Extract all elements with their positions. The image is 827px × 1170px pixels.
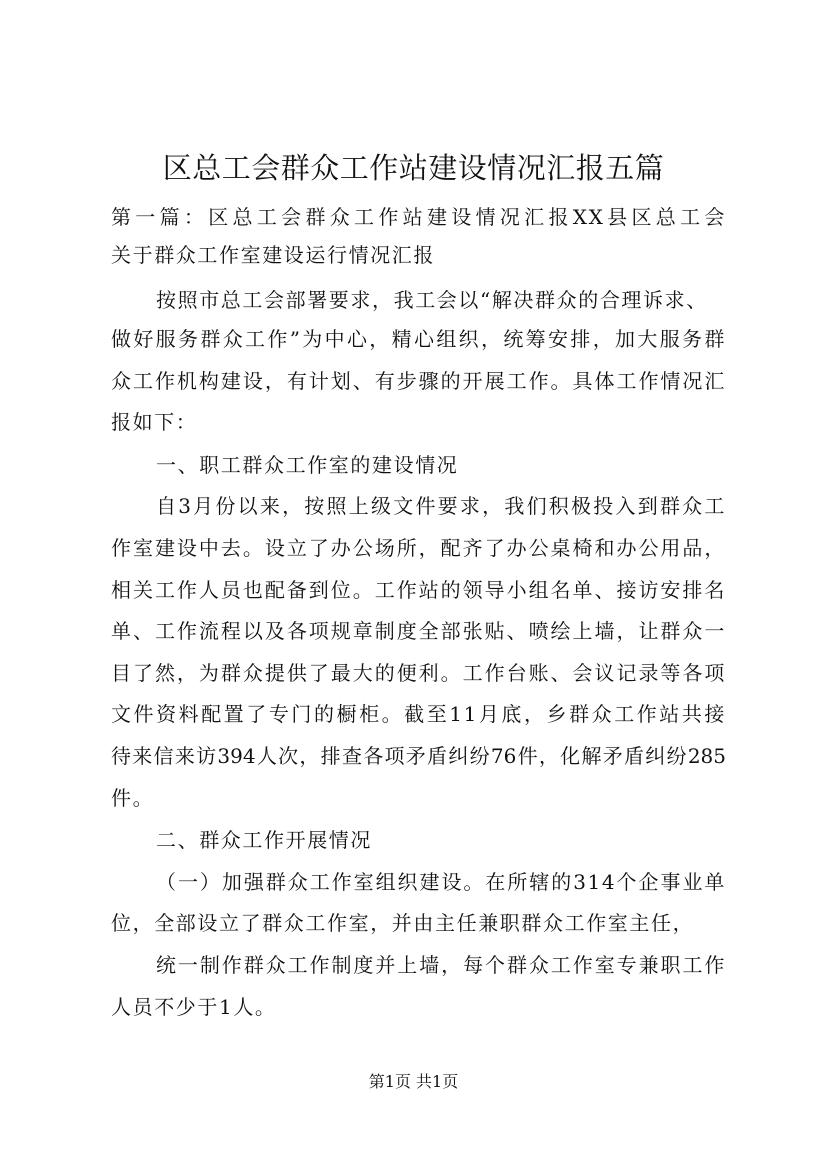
section-heading: 二、群众工作开展情况 bbox=[156, 828, 372, 852]
paragraph-line: 第一篇：区总工会群众工作站建设情况汇报XX县区总工会 bbox=[111, 205, 726, 229]
paragraph-line: 位，全部设立了群众工作室，并由主任兼职群众工作室主任， bbox=[111, 911, 695, 935]
paragraph-line: 做好服务群众工作”为中心，精心组织，统筹安排，加大服务群 bbox=[111, 327, 726, 351]
section-heading: 一、职工群众工作室的建设情况 bbox=[156, 453, 459, 477]
paragraph-line: （一）加强群众工作室组织建设。在所辖的314个企事业单 bbox=[156, 870, 726, 894]
paragraph-line: 报如下： bbox=[111, 410, 198, 434]
paragraph-line: 相关工作人员也配备到位。工作站的领导小组名单、接访安排名 bbox=[111, 578, 726, 602]
paragraph-line: 关于群众工作室建设运行情况汇报 bbox=[111, 243, 435, 267]
document-title: 区总工会群众工作站建设情况汇报五篇 bbox=[162, 151, 665, 185]
paragraph-line: 文件资料配置了专门的橱柜。截至11月底，乡群众工作站共接 bbox=[111, 702, 726, 726]
paragraph-line: 按照市总工会部署要求，我工会以“解决群众的合理诉求、 bbox=[156, 288, 708, 312]
paragraph-line: 自3月份以来，按照上级文件要求，我们积极投入到群众工 bbox=[156, 494, 726, 518]
paragraph-line: 待来信来访394人次，排查各项矛盾纠纷76件，化解矛盾纠纷285 bbox=[111, 744, 726, 768]
paragraph-line: 单、工作流程以及各项规章制度全部张贴、喷绘上墙，让群众一 bbox=[111, 619, 726, 643]
paragraph-line: 众工作机构建设，有计划、有步骤的开展工作。具体工作情况汇 bbox=[111, 369, 726, 393]
paragraph-line: 目了然，为群众提供了最大的便利。工作台账、会议记录等各项 bbox=[111, 661, 726, 685]
paragraph-line: 人员不少于1人。 bbox=[111, 995, 277, 1019]
page-footer: 第1页 共1页 bbox=[368, 1072, 459, 1091]
paragraph-line: 统一制作群众工作制度并上墙，每个群众工作室专兼职工作 bbox=[156, 953, 726, 977]
paragraph-line: 作室建设中去。设立了办公场所，配齐了办公桌椅和办公用品， bbox=[111, 536, 726, 560]
paragraph-line: 件。 bbox=[111, 786, 155, 810]
